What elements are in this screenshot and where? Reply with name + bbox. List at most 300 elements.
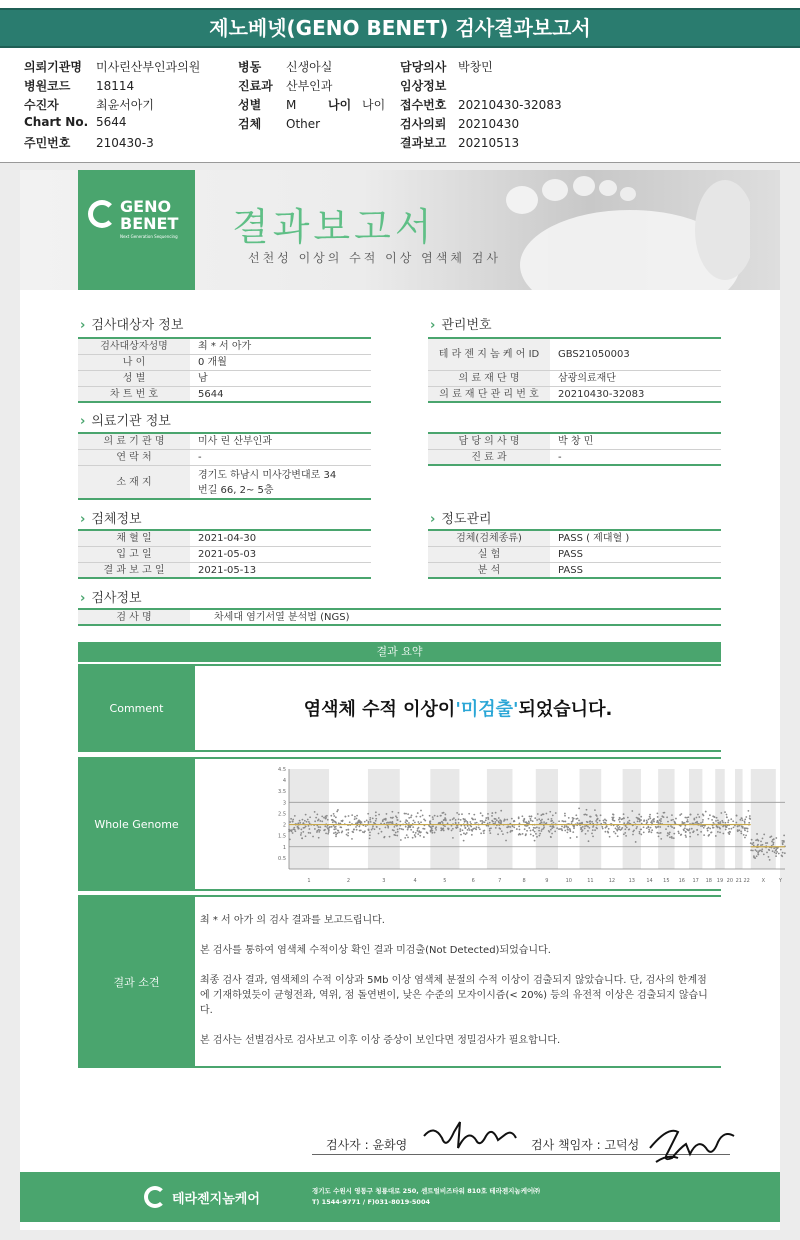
data-point	[405, 813, 407, 815]
x-tick-label: 7	[498, 878, 502, 884]
data-point	[460, 819, 462, 821]
data-point	[395, 832, 397, 834]
x-tick-label: 4	[413, 878, 417, 884]
data-point	[396, 819, 398, 821]
data-point	[702, 821, 704, 823]
test-table	[78, 608, 721, 626]
data-point	[292, 832, 294, 834]
data-point	[717, 822, 719, 824]
data-point	[646, 821, 648, 823]
x-tick-label: 11	[587, 878, 594, 884]
data-point	[375, 820, 377, 822]
data-point	[453, 817, 455, 819]
data-point	[348, 815, 350, 817]
table-row: 검사대상자성명 최 * 서 아가	[78, 339, 371, 355]
data-point	[383, 818, 385, 820]
data-point	[538, 827, 540, 829]
data-point	[650, 827, 652, 829]
data-point	[659, 826, 661, 828]
data-point	[770, 836, 772, 838]
data-point	[369, 834, 371, 836]
data-point	[398, 812, 400, 814]
data-point	[299, 822, 301, 824]
data-point	[482, 830, 484, 832]
data-point	[784, 852, 786, 854]
data-point	[673, 833, 675, 835]
data-point	[616, 830, 618, 832]
comment-highlight: '미검출'	[455, 699, 519, 720]
logo-g-icon	[88, 200, 116, 228]
data-point	[763, 834, 765, 836]
data-point	[582, 826, 584, 828]
data-point	[778, 853, 780, 855]
data-point	[669, 831, 671, 833]
data-point	[620, 829, 622, 831]
data-point	[547, 818, 549, 820]
data-point	[744, 818, 746, 820]
data-point	[356, 818, 358, 820]
data-point	[443, 819, 445, 821]
data-point	[575, 814, 577, 816]
data-point	[706, 828, 708, 830]
data-point	[728, 833, 730, 835]
data-point	[649, 816, 651, 818]
data-point	[679, 814, 681, 816]
data-point	[404, 813, 406, 815]
data-point	[480, 820, 482, 822]
section-heading-qc: › 정도관리	[430, 512, 492, 527]
data-point	[338, 832, 340, 834]
data-point	[463, 819, 465, 821]
data-point	[668, 833, 670, 835]
data-point	[703, 834, 705, 836]
data-point	[501, 830, 503, 832]
data-point	[638, 814, 640, 816]
data-point	[419, 816, 421, 818]
data-point	[331, 819, 333, 821]
data-point	[627, 817, 629, 819]
data-point	[336, 832, 338, 834]
data-point	[429, 820, 431, 822]
data-point	[333, 815, 335, 817]
data-point	[499, 827, 501, 829]
data-point	[747, 810, 749, 812]
data-point	[479, 828, 481, 830]
data-point	[306, 821, 308, 823]
data-point	[308, 825, 310, 827]
data-point	[697, 834, 699, 836]
data-point	[585, 833, 587, 835]
arrow-icon: ›	[80, 318, 86, 333]
data-point	[589, 816, 591, 818]
data-point	[376, 826, 378, 828]
data-point	[387, 827, 389, 829]
data-point	[623, 818, 625, 820]
data-point	[596, 819, 598, 821]
data-point	[753, 855, 755, 857]
data-point	[407, 836, 409, 838]
data-point	[643, 831, 645, 833]
data-point	[534, 840, 536, 842]
data-point	[400, 821, 402, 823]
data-point	[696, 829, 698, 831]
data-point	[580, 822, 582, 824]
data-point	[708, 834, 710, 836]
data-point	[494, 821, 496, 823]
data-point	[532, 820, 534, 822]
data-point	[478, 827, 480, 829]
data-point	[667, 835, 669, 837]
data-point	[594, 809, 596, 811]
data-point	[291, 830, 293, 832]
y-tick-label: 1	[282, 844, 286, 851]
data-point	[657, 826, 659, 828]
data-point	[458, 813, 460, 815]
data-point	[653, 819, 655, 821]
data-point	[481, 822, 483, 824]
header-field: 검체 Other	[238, 117, 321, 131]
data-point	[346, 834, 348, 836]
data-point	[774, 851, 776, 853]
arrow-icon: ›	[80, 591, 86, 606]
data-point	[363, 831, 365, 833]
data-point	[309, 816, 311, 818]
data-point	[550, 836, 552, 838]
data-point	[609, 836, 611, 838]
opinion-text	[200, 913, 711, 1063]
data-point	[592, 835, 594, 837]
data-point	[335, 822, 337, 824]
data-point	[742, 826, 744, 828]
data-point	[689, 828, 691, 830]
data-point	[655, 827, 657, 829]
data-point	[703, 827, 705, 829]
table-row: 의 료 기 관 명 미사 린 산부인과	[78, 434, 371, 450]
data-point	[331, 826, 333, 828]
data-point	[444, 814, 446, 816]
data-point	[669, 836, 671, 838]
arrow-icon: ›	[430, 512, 436, 527]
data-point	[345, 816, 347, 818]
data-point	[451, 830, 453, 832]
x-tick-label: 12	[608, 878, 616, 884]
data-point	[437, 815, 439, 817]
data-point	[372, 827, 374, 829]
data-point	[667, 821, 669, 823]
data-point	[711, 819, 713, 821]
data-point	[304, 827, 306, 829]
data-point	[508, 826, 510, 828]
data-point	[766, 842, 768, 844]
data-point	[724, 811, 726, 813]
data-point	[685, 835, 687, 837]
data-point	[408, 826, 410, 828]
data-point	[640, 819, 642, 821]
data-point	[653, 821, 655, 823]
data-point	[657, 816, 659, 818]
data-point	[700, 825, 702, 827]
x-tick-label: 21	[735, 878, 742, 884]
data-point	[551, 833, 553, 835]
data-point	[697, 814, 699, 816]
y-tick-label: 2	[282, 822, 286, 829]
tester-name: 검사자 : 윤화영	[326, 1138, 408, 1152]
data-point	[495, 812, 497, 814]
data-point	[391, 811, 393, 813]
data-point	[728, 828, 730, 830]
data-point	[708, 818, 710, 820]
data-point	[333, 813, 335, 815]
data-point	[407, 813, 409, 815]
logo-text-line2: BENET	[120, 214, 179, 233]
data-point	[530, 833, 532, 835]
data-point	[299, 820, 301, 822]
data-point	[709, 814, 711, 816]
data-point	[623, 822, 625, 824]
data-point	[751, 839, 753, 841]
data-point	[526, 830, 528, 832]
data-point	[627, 821, 629, 823]
data-point	[553, 822, 555, 824]
header-field: 의뢰기관명 미사린산부인과의원	[24, 60, 201, 74]
company-address: 경기도 수원시 영통구 청룡대로 250, 센트럴비즈타워 810호 테라젠지놈케어㈜	[312, 1187, 540, 1195]
arrow-icon: ›	[80, 512, 86, 527]
data-point	[422, 814, 424, 816]
data-point	[500, 810, 502, 812]
data-point	[640, 829, 642, 831]
data-point	[566, 826, 568, 828]
director-signature	[648, 1118, 738, 1168]
data-point	[660, 838, 662, 840]
data-point	[365, 825, 367, 827]
data-point	[366, 819, 368, 821]
data-point	[312, 836, 314, 838]
data-point	[384, 827, 386, 829]
data-point	[576, 822, 578, 824]
data-point	[752, 850, 754, 852]
data-point	[323, 817, 325, 819]
data-point	[749, 817, 751, 819]
chromosome-band	[715, 769, 724, 869]
data-point	[768, 849, 770, 851]
data-point	[318, 837, 320, 839]
data-point	[684, 817, 686, 819]
y-tick-label: 0.5	[278, 855, 286, 862]
data-point	[485, 819, 487, 821]
data-point	[671, 814, 673, 816]
data-point	[771, 841, 773, 843]
data-point	[542, 813, 544, 815]
data-point	[420, 810, 422, 812]
y-tick-label: 3.5	[278, 789, 286, 796]
x-tick-label: 8	[522, 878, 526, 884]
data-point	[369, 837, 371, 839]
header-field: 수진자 최윤서아기	[24, 98, 154, 112]
data-point	[592, 826, 594, 828]
data-point	[678, 832, 680, 834]
data-point	[675, 818, 677, 820]
header-field: 접수번호 20210430-32083	[400, 98, 562, 112]
data-point	[549, 825, 551, 827]
header-field: 병동 신생아실	[238, 60, 333, 74]
data-point	[513, 821, 515, 823]
data-point	[367, 813, 369, 815]
table-row: 성 별 남	[78, 371, 371, 387]
data-point	[308, 832, 310, 834]
data-point	[513, 827, 515, 829]
data-point	[740, 830, 742, 832]
data-point	[316, 830, 318, 832]
arrow-icon: ›	[430, 318, 436, 333]
data-point	[649, 817, 651, 819]
data-point	[401, 828, 403, 830]
data-point	[351, 814, 353, 816]
data-point	[545, 813, 547, 815]
opinion-paragraph: 본 검사를 통하여 염색체 수적이상 확인 결과 미검출(Not Detected)되었습니다.	[200, 945, 551, 956]
data-point	[314, 820, 316, 822]
data-point	[431, 832, 433, 834]
data-point	[660, 818, 662, 820]
data-point	[411, 815, 413, 817]
section-heading-institution: › 의료기관 정보	[80, 414, 171, 429]
data-point	[389, 836, 391, 838]
data-point	[424, 828, 426, 830]
data-point	[623, 813, 625, 815]
data-point	[489, 822, 491, 824]
data-point	[726, 816, 728, 818]
data-point	[375, 818, 377, 820]
data-point	[782, 852, 784, 854]
data-point	[391, 821, 393, 823]
data-point	[369, 817, 371, 819]
institution-table	[78, 432, 371, 500]
data-point	[318, 819, 320, 821]
data-point	[375, 815, 377, 817]
data-point	[502, 833, 504, 835]
data-point	[561, 826, 563, 828]
data-point	[648, 829, 650, 831]
x-tick-label: 15	[663, 878, 670, 884]
data-point	[400, 839, 402, 841]
data-point	[485, 817, 487, 819]
data-point	[612, 817, 614, 819]
data-point	[500, 820, 502, 822]
data-point	[780, 849, 782, 851]
data-point	[541, 822, 543, 824]
data-point	[588, 840, 590, 842]
data-point	[319, 820, 321, 822]
data-point	[656, 832, 658, 834]
data-point	[392, 829, 394, 831]
data-point	[705, 811, 707, 813]
data-point	[604, 819, 606, 821]
data-point	[530, 830, 532, 832]
data-point	[417, 833, 419, 835]
data-point	[722, 833, 724, 835]
data-point	[550, 820, 552, 822]
data-point	[289, 821, 291, 823]
data-point	[663, 812, 665, 814]
opinion-paragraph: 최 * 서 아가 의 검사 결과를 보고드립니다.	[200, 915, 385, 926]
data-point	[465, 833, 467, 835]
data-point	[538, 830, 540, 832]
data-point	[326, 826, 328, 828]
data-point	[465, 820, 467, 822]
data-point	[596, 828, 598, 830]
section-heading-specimen: › 검체정보	[80, 512, 142, 527]
data-point	[525, 834, 527, 836]
data-point	[516, 828, 518, 830]
data-point	[730, 818, 732, 820]
data-point	[713, 827, 715, 829]
data-point	[417, 812, 419, 814]
data-point	[619, 817, 621, 819]
data-point	[606, 825, 608, 827]
data-point	[339, 826, 341, 828]
y-tick-label: 1.5	[278, 833, 286, 840]
data-point	[551, 825, 553, 827]
data-point	[720, 812, 722, 814]
data-point	[370, 821, 372, 823]
data-point	[577, 818, 579, 820]
company-name: 테라젠지놈케어	[172, 1192, 260, 1207]
data-point	[496, 819, 498, 821]
genome-block	[78, 757, 782, 891]
data-point	[448, 828, 450, 830]
data-point	[631, 810, 633, 812]
data-point	[569, 837, 571, 839]
chromosome-band	[487, 769, 513, 869]
x-tick-label: 2	[346, 878, 351, 884]
x-tick-label: 20	[726, 878, 734, 884]
data-point	[726, 814, 728, 816]
data-point	[601, 826, 603, 828]
data-point	[684, 827, 686, 829]
data-point	[660, 832, 662, 834]
data-point	[540, 830, 542, 832]
data-point	[564, 813, 566, 815]
data-point	[420, 821, 422, 823]
data-point	[528, 827, 530, 829]
data-point	[551, 827, 553, 829]
data-point	[497, 833, 499, 835]
data-point	[573, 827, 575, 829]
data-point	[757, 840, 759, 842]
data-point	[352, 831, 354, 833]
data-point	[599, 820, 601, 822]
comment-block	[78, 664, 721, 752]
data-point	[518, 816, 520, 818]
data-point	[346, 829, 348, 831]
data-point	[472, 828, 474, 830]
data-point	[372, 825, 374, 827]
data-point	[461, 813, 463, 815]
data-point	[466, 832, 468, 834]
data-point	[506, 819, 508, 821]
section-heading-subject: › 검사대상자 정보	[80, 318, 184, 333]
data-point	[775, 849, 777, 851]
data-point	[327, 833, 329, 835]
x-tick-label: 1	[307, 878, 311, 884]
data-point	[722, 826, 724, 828]
data-point	[745, 816, 747, 818]
data-point	[612, 813, 614, 815]
address-line1: 경기도 하남시 미사강변대로 34	[198, 470, 337, 481]
header-field: 성별 M	[238, 98, 297, 112]
data-point	[732, 820, 734, 822]
data-point	[691, 828, 693, 830]
data-point	[288, 830, 290, 832]
